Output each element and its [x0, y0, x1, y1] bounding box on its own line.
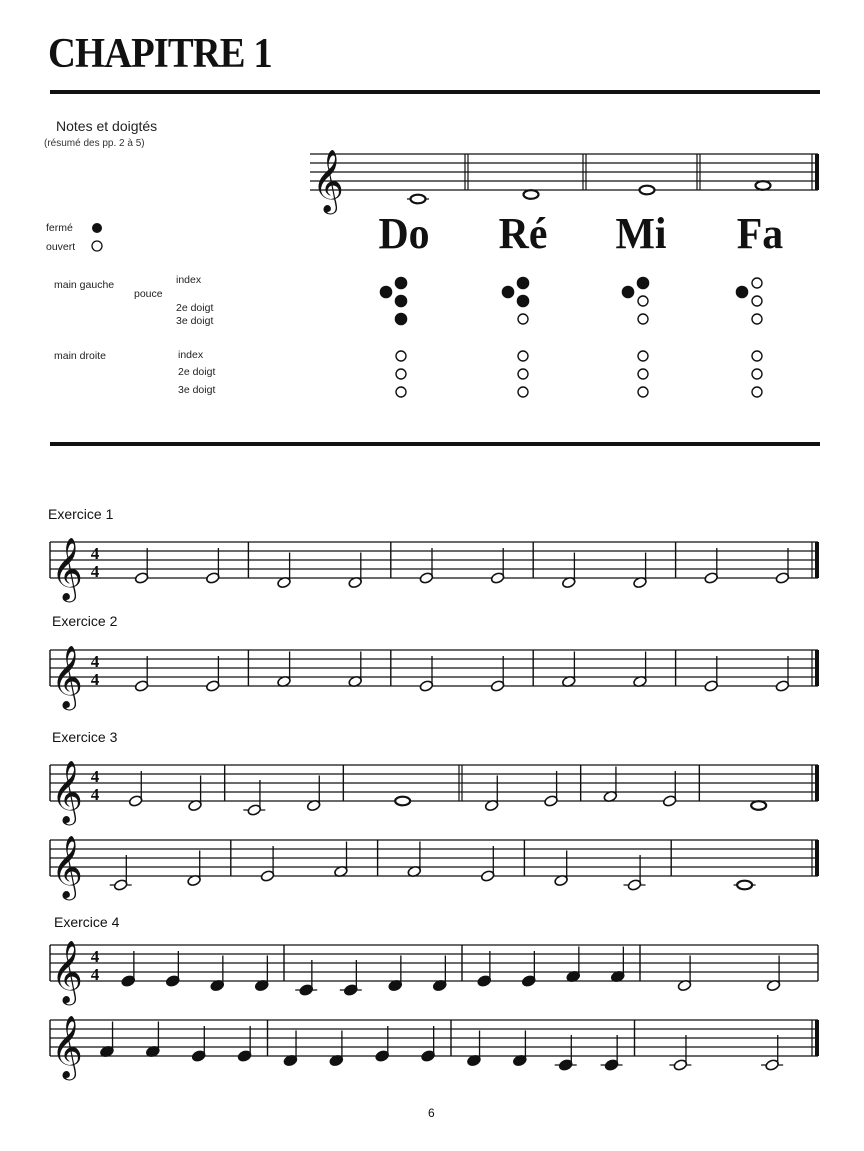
final-barline-thick [815, 650, 819, 686]
treble-clef-icon: 𝄞 [51, 1015, 83, 1078]
left-hand-hole [752, 314, 762, 324]
left-hand-finger2-label: 2e doigt [176, 302, 214, 314]
time-signature-bottom: 4 [90, 965, 100, 984]
final-barline-thick [815, 542, 819, 578]
chapter-title: CHAPITRE 1 [48, 31, 272, 77]
legend-open-label: ouvert [46, 241, 76, 253]
right-hand-finger3-label: 3e doigt [178, 384, 216, 396]
note-head [756, 181, 771, 190]
treble-clef-icon: 𝄞 [51, 835, 83, 898]
right-hand-hole [752, 351, 762, 361]
left-hand-hole [638, 314, 648, 324]
treble-clef-icon: 𝄞 [51, 940, 83, 1003]
legend-open-icon [92, 241, 102, 251]
treble-clef-icon: 𝄞 [51, 537, 83, 600]
thumb-hole [380, 286, 391, 297]
left-hand-hole [517, 295, 528, 306]
note-head [751, 801, 766, 810]
final-barline-thick [815, 154, 819, 190]
left-hand-thumb-label: pouce [134, 288, 163, 300]
time-signature-top: 4 [90, 947, 100, 966]
left-hand-hole [752, 278, 762, 288]
left-hand-hole [517, 277, 528, 288]
time-signature-bottom: 4 [90, 785, 100, 804]
thumb-hole [502, 286, 513, 297]
right-hand-hole [638, 387, 648, 397]
right-hand-index-label: index [178, 349, 204, 361]
legend-closed-icon [92, 223, 102, 233]
right-hand-hole [752, 369, 762, 379]
exercise-4-label: Exercice 4 [54, 914, 120, 930]
note-head [737, 881, 752, 890]
right-hand-hole [396, 351, 406, 361]
notes-title: Notes et doigtés [56, 118, 158, 134]
right-hand-hole [396, 369, 406, 379]
page-number: 6 [428, 1106, 435, 1120]
note-head [411, 195, 426, 204]
thumb-hole [736, 286, 747, 297]
left-hand-label: main gauche [54, 279, 115, 291]
exercise-1-label: Exercice 1 [48, 506, 114, 522]
right-hand-hole [638, 351, 648, 361]
note-name-re: Ré [498, 209, 548, 258]
thumb-hole [622, 286, 633, 297]
left-hand-hole [518, 314, 528, 324]
left-hand-index-label: index [176, 274, 202, 286]
note-name-mi: Mi [615, 209, 667, 258]
right-hand-hole [518, 351, 528, 361]
left-hand-hole [637, 277, 648, 288]
note-head [640, 186, 655, 195]
exercise-3-label: Exercice 3 [52, 729, 118, 745]
left-hand-hole [638, 296, 648, 306]
note-name-do: Do [378, 209, 430, 258]
note-head [395, 797, 410, 806]
left-hand-hole [395, 277, 406, 288]
left-hand-hole [395, 295, 406, 306]
right-hand-hole [638, 369, 648, 379]
legend-closed-label: fermé [46, 222, 73, 234]
treble-clef-icon: 𝄞 [312, 149, 344, 212]
exercise-2-label: Exercice 2 [52, 613, 118, 629]
final-barline-thick [815, 840, 819, 876]
final-barline-thick [815, 765, 819, 801]
left-hand-hole [752, 296, 762, 306]
right-hand-finger2-label: 2e doigt [178, 366, 216, 378]
time-signature-top: 4 [90, 767, 100, 786]
right-hand-hole [752, 387, 762, 397]
right-hand-hole [518, 387, 528, 397]
right-hand-label: main droite [54, 350, 106, 362]
left-hand-finger3-label: 3e doigt [176, 315, 214, 327]
treble-clef-icon: 𝄞 [51, 645, 83, 708]
time-signature-bottom: 4 [90, 670, 100, 689]
notes-subtitle: (résumé des pp. 2 à 5) [44, 138, 145, 149]
right-hand-hole [396, 387, 406, 397]
note-head [524, 190, 539, 199]
time-signature-top: 4 [90, 544, 100, 563]
time-signature-bottom: 4 [90, 562, 100, 581]
right-hand-hole [518, 369, 528, 379]
time-signature-top: 4 [90, 652, 100, 671]
left-hand-hole [395, 313, 406, 324]
final-barline-thick [815, 1020, 819, 1056]
treble-clef-icon: 𝄞 [51, 760, 83, 823]
note-name-fa: Fa [736, 209, 784, 258]
